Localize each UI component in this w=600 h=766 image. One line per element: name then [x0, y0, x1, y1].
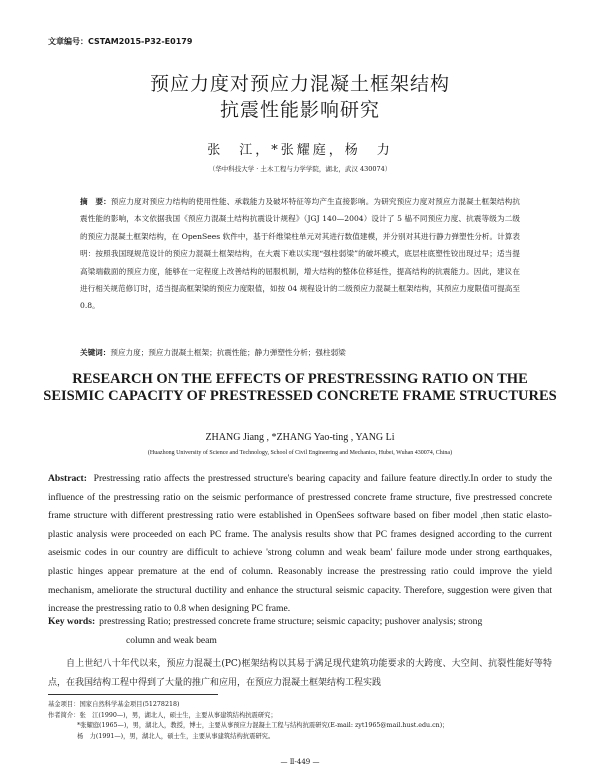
english-abstract-text: Prestressing ratio affects the prestressed structure's bearing capacity and failure feature directly.In order to study the influence of the prestressing ratio on the seismic performance of prestressed concrete frame structure, five prestressed concrete frame structure with different prestressing ratio were established in OpenSees software based on fiber model ,then static elasto-plastic analysis were proceeded on each PC frame. The analysis results show that PC frames designed according to the current aseismic codes in our country are difficult to achieve 'strong column and weak beam' failure mode under strong earthquakes, plastic hinges appear premature at the end of column. Reasonably increase the prestressing ratio could improve the yield mechanism, ameliorate the structural ductility and enhance the structural seismic capacity. Therefore, suggestion were given that increase the prestressing ratio to 0.8 when designing PC frame. — [48, 473, 553, 615]
footnote-divider — [48, 694, 218, 695]
english-keywords-label: Key words: — [48, 616, 96, 627]
chinese-authors: 张 江，*张耀庭，杨 力 — [207, 143, 393, 158]
chinese-title-line-1: 预应力度对预应力混凝土框架结构 — [149, 73, 450, 95]
english-authors: ZHANG Jiang , *ZHANG Yao-ting , YANG Li — [205, 432, 395, 443]
chinese-title-line-2: 抗震性能影响研究 — [219, 99, 380, 121]
english-keywords — [48, 613, 552, 650]
chinese-abstract-text: 预应力度对预应力结构的使用性能、承载能力及破坏特征等均产生直接影响。为研究预应力度对预应力混凝土框架结构抗震性能的影响，本文依据我国《预应力混凝土结构抗震设计规程》（JGJ 140—2004）设计了 5 榀不同预应力度、抗震等级为二级的预应力混凝土框架结构，在 OpenSees 软件中，基于纤维梁柱单元对其进行数值建模，并分别对其进行静力弹塑性分析。计算表明：按照我国现规范设计的预应力混凝土框架结构，在大震下难以实现“强柱弱梁”的破坏模式，底层柱底塑性铰出现过早；适当提高梁端截面的预应力度，能够在一定程度上改善结构的屈服机制，增大结构的整体位移延性，提高结构的抗震能力。因此，建议在进行相关规范修订时，适当提高框架梁的预应力度限值，如按 04 规程设计的二级预应力混凝土框架结构，其预应力度限值可提高至 0.8。 — [80, 197, 520, 311]
article-number: 文章编号：CSTAM2015-P32-E0179 — [48, 37, 193, 46]
footnote-author-1: 作者简介：张 江(1990—)，男，湖北人，硕士生，主要从事建筑结构抗震研究； — [48, 711, 277, 719]
footnote-author-2: *张耀庭(1965—)，男，湖北人，教授，博士，主要从事预应力混凝土工程与结构抗震研究(E-mail: zyt1965@mail.hust.edu.cn)； — [77, 722, 449, 729]
english-affiliation: (Huazhong University of Science and Technology, School of Civil Engineering and Mechanics, Hubei, Wuhan 430074, China) — [147, 450, 453, 456]
introduction-paragraph: 自上世纪八十年代以来，预应力混凝土(PC)框架结构以其易于满足现代建筑功能要求的大跨度、大空间、抗裂性能好等特点，在我国结构工程中得到了大量的推广和应用，在预应力混凝土框架结构工程实践 — [48, 659, 552, 688]
english-keywords-line-2: column and weak beam — [126, 634, 217, 646]
footnote-author-3: 杨 力(1991—)，男，湖北人，硕士生，主要从事建筑结构抗震研究。 — [77, 732, 275, 740]
chinese-abstract — [80, 193, 520, 315]
english-abstract-label: Abstract: — [48, 473, 87, 484]
footnote-funding: 基金项目：国家自然科学基金项目(51278218) — [48, 701, 180, 708]
english-keywords-line-1: prestressing Ratio; prestressed concrete frame structure; seismic capacity; pushover analysis; strong — [99, 616, 483, 627]
chinese-keywords-text: 预应力度；预应力混凝土框架；抗震性能；静力弹塑性分析；强柱弱梁 — [110, 348, 346, 357]
footnotes — [48, 700, 558, 742]
chinese-keywords-label: 关键词： — [80, 348, 111, 357]
english-abstract — [48, 470, 552, 619]
chinese-keywords — [80, 346, 520, 360]
chinese-affiliation: （华中科技大学 · 土木工程与力学学院，湖北，武汉 430074） — [208, 165, 392, 173]
chinese-abstract-label: 摘 要： — [80, 197, 111, 206]
english-title: RESEARCH ON THE EFFECTS OF PRESTRESSING RATIO ON THE SEISMIC CAPACITY OF PRESTRESSED CONCRETE FRAME STRUCTURES — [43, 371, 557, 404]
page-number: — Ⅱ-449 — — [280, 758, 320, 766]
